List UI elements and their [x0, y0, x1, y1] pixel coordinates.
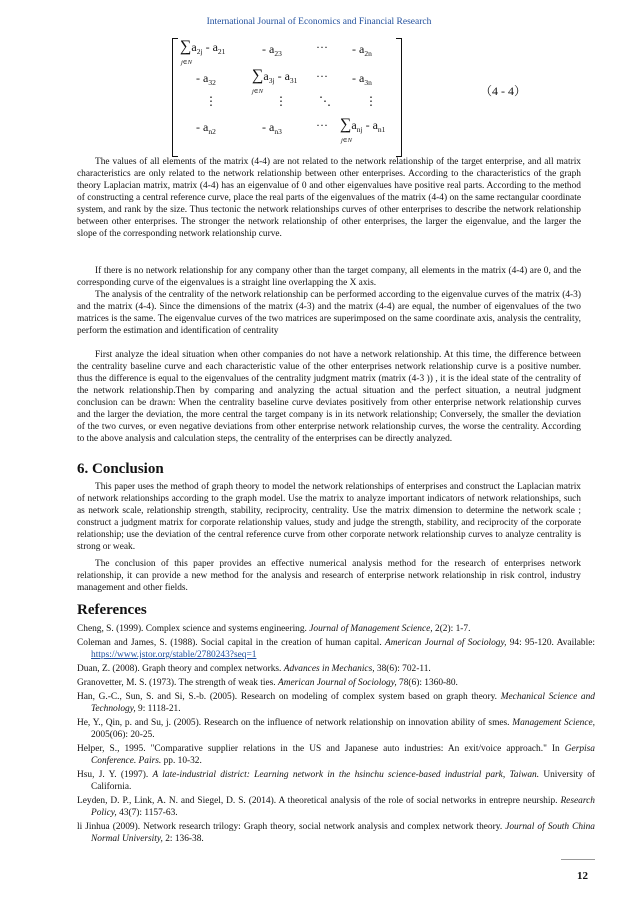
matrix-cell-r4c4: $\sum a_{nj} - a_{n1}$ — [340, 116, 386, 134]
matrix-cell-r2c3: ··· — [316, 69, 328, 83]
matrix-cell-r4c3: ··· — [316, 118, 328, 132]
conclusion-paragraph: This paper uses the method of graph theory to model the network relationships of enterprises and construct the Laplacian matrix of network relationships according to the graph model. Use the matrix to analyze important indicators of network relationships, such as network scale, relationship strength, stability, reciprocity, centrality. Use the matrix dimension to determine the network scale ; construct a judgment matrix for corporate relationship values, study and judge the strength, stability, and reciprocity of the corporate relationship; use the deviation of the central reference curve from other corporate network relationship curves to analyze centrality is strong or weak. — [77, 482, 581, 553]
matrix-cell-r2c2: $\sum a_{3j} - a_{31}$ — [252, 67, 298, 85]
right-bracket — [396, 38, 402, 157]
body-paragraph: The values of all elements of the matrix (4-4) are not related to the network relationship of the target enterprise, and all matrix characteristics are only related to the network relationship between other enterprises. According to the characteristics of the graph theory Laplacian matrix, matrix (4-4) has an eigenvalue of 0 and other eigenvalues have positive real parts. According to the method of constructing a central reference curve, place the real parts of the eigenvalues of the matrix (4-4) on the same rectangular coordinate system, and rank by the size. Thus tectonic the network relationships curves of other enterprises to describe the network relationship between other enterprises. The stronger the network relationship of other enterprises, the larger the eigenvalue, and the larger the slope of the corresponding network relationship curve. — [77, 157, 581, 240]
matrix-cell-r3c1: ⋮ — [205, 94, 217, 108]
footer-rule — [561, 859, 595, 860]
section-heading-references: References — [77, 602, 147, 618]
matrix-cell-r3c3: ⋱ — [319, 94, 331, 108]
reference-item: Han, G.-C., Sun, S. and Si, S.-b. (2005). Research on modeling of complex system based on graph theory. Mechanical Science and Technology, 9: 1118-21. — [77, 692, 595, 715]
body-paragraph: If there is no network relationship for any company other than the target company, all elements in the matrix (4-4) are 0, and the corresponding curve of the eigenvalues is a straight line overlapping the X axis. — [77, 266, 581, 289]
matrix-cell-r3c2: ⋮ — [275, 94, 287, 108]
reference-item: li Jinhua (2009). Network research trilogy: Graph theory, social network analysis and complex network theory. Journal of South China Normal University, 2: 136-38. — [77, 822, 595, 845]
reference-item: He, Y., Qin, p. and Su, j. (2005). Research on the influence of network relationship on innovation ability of smes. Management Science, 2005(06): 20-25. — [77, 718, 595, 741]
body-paragraph: First analyze the ideal situation when other companies do not have a network relationship. At this time, the difference between the centrality baseline curve and each characteristic value of the other enterprises network relationship curve is a positive number. thus the difference is equal to the eigenvalues of the centrality judgment matrix (matrix (4-3 )) , it is the ideal state of the centrality of the network relationship.Then by comparing and analyzing the actual situation and the perfect situation, a neutral judgment conclusion can be drawn: When the centrality baseline curve deviates positively from other enterprise network relationship curves and the larger the deviation, the more central the target company is in its network relationship; Conversely, the smaller the deviation of the two curves, or even negative deviations from other enterprise network relationship curves, the worse the centrality. According to the above analysis and calculation steps, the centrality of the enterprises can be directly analyzed. — [77, 350, 581, 445]
reference-item: Granovetter, M. S. (1973). The strength of weak ties. American Journal of Sociology, 78(6): 1360-80. — [77, 678, 458, 688]
reference-item: Hsu, J. Y. (1997). A late-industrial district: Learning network in the hsinchu science-based industrial park, Taiwan. University of California. — [77, 770, 596, 793]
reference-item: Leyden, D. P., Link, A. N. and Siegel, D. S. (2014). A theoretical analysis of the role of social networks in entrepre neurship. Research Policy, 43(7): 1157-63. — [77, 796, 595, 819]
reference-item: Cheng, S. (1999). Complex science and systems engineering. Journal of Management Science, 2(2): 1-7. — [77, 624, 471, 634]
reference-item: Coleman and James, S. (1988). Social capital in the creation of human capital. American Journal of Sociology, 94: 95-120. Available: https://www.jstor.org/stable/2780243?seq=1 — [77, 638, 595, 661]
sum-index: j∈N — [252, 88, 263, 95]
matrix-cell-r4c1: - $a_{n2}$ — [196, 120, 216, 136]
reference-item: Duan, Z. (2008). Graph theory and complex networks. Advances in Mechanics, 38(6): 702-11. — [77, 664, 431, 674]
section-heading-conclusion: 6. Conclusion — [77, 461, 164, 477]
body-paragraph: The analysis of the centrality of the network relationship can be performed according to the eigenvalue curves of the matrix (4-3) and the matrix (4-4). Since the dimensions of the matrix (4-3) and the matrix (4-4) are equal, the number of eigenvalues of the two matrices is the same. The eigenvalue curves of the two matrices are superimposed on the same coordinate axis, analysis the centrality, perform the estimation and identification of centrality — [77, 290, 581, 337]
matrix-cell-r1c2: - $a_{23}$ — [262, 42, 282, 58]
matrix-cell-r2c4: - $a_{3n}$ — [352, 71, 372, 87]
reference-item: Helper, S., 1995. "Comparative supplier relations in the US and Japanese auto industries: An exit/voice approach." In Gerpisa Conference. Pairs. pp. 10-32. — [77, 744, 595, 767]
reference-link[interactable]: https://www.jstor.org/stable/2780243?seq=1 — [91, 650, 257, 661]
matrix-cell-r3c4: ⋮ — [365, 94, 377, 108]
matrix-cell-r4c2: - $a_{n3}$ — [262, 120, 282, 136]
matrix-cell-r2c1: - $a_{32}$ — [196, 71, 216, 87]
sum-index: j∈N — [181, 59, 192, 66]
left-bracket — [172, 38, 178, 157]
equation-number: （4 - 4） — [480, 84, 526, 98]
matrix-cell-r1c3: ··· — [316, 40, 328, 54]
journal-header: International Journal of Economics and Financial Research — [206, 17, 432, 27]
page-number: 12 — [577, 870, 588, 882]
matrix-equation — [172, 38, 402, 155]
conclusion-paragraph: The conclusion of this paper provides an effective numerical analysis method for the research of enterprises network relationship, it can provide a new method for the analysis and research of enterprise network relationship in risk control, industry management and other fields. — [77, 559, 581, 594]
sum-index: j∈N — [341, 137, 352, 144]
matrix-cell-r1c1: $\sum a_{2j} - a_{21}$ — [180, 38, 226, 56]
matrix-cell-r1c4: - $a_{2n}$ — [352, 42, 372, 58]
